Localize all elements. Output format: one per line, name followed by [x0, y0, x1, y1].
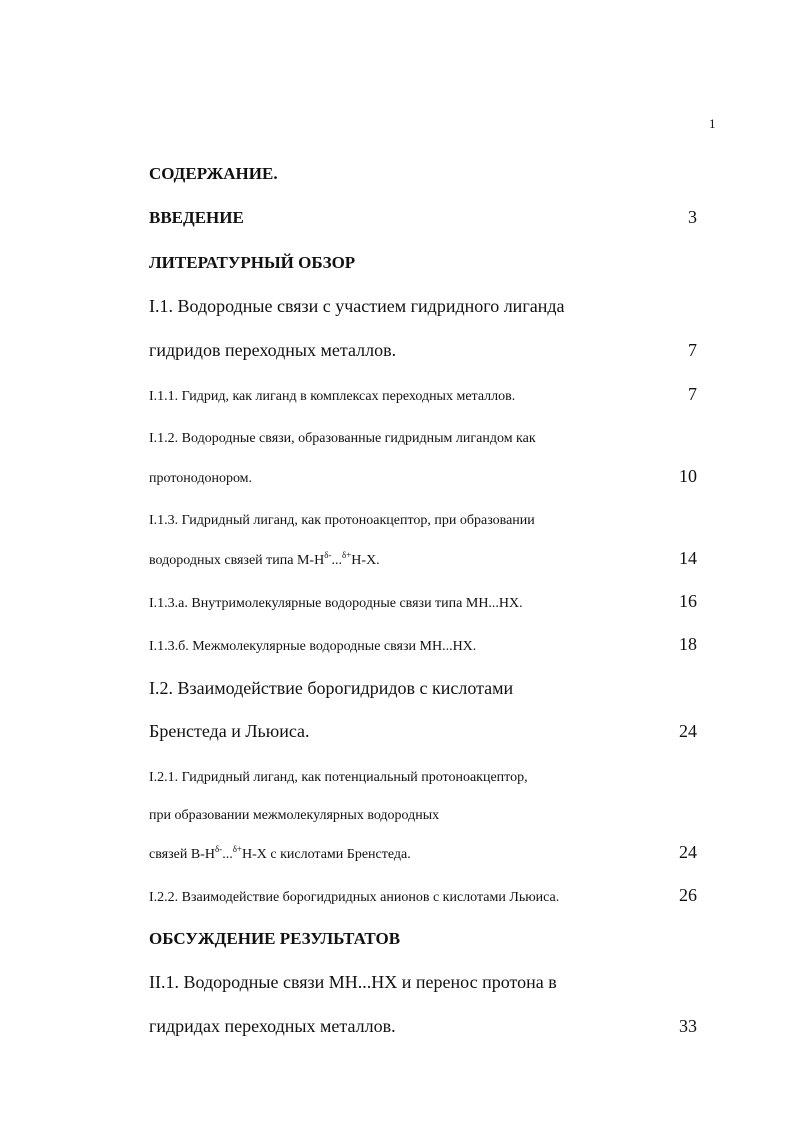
toc-entry-text	[149, 844, 411, 863]
delta-minus: δ-	[214, 844, 223, 854]
toc-entry-1-2-line2	[149, 718, 697, 742]
toc-entry-1-1-3b	[149, 631, 697, 655]
toc-entry-text: I.1.3. Гидридный лиганд, как протоноакцептор, при образовании	[149, 513, 535, 528]
toc-entry-text: I.2.2. Взаимодействие борогидридных анионов с кислотами Льюиса.	[149, 890, 560, 905]
toc-entry-text	[149, 550, 380, 569]
toc-entry-text: I.1. Водородные связи с участием гидридного лиганда	[149, 296, 565, 316]
toc-entry-2-1-line1	[149, 969, 697, 993]
delta-minus: δ-	[324, 550, 332, 560]
toc-entry-1-1-3a	[149, 588, 697, 612]
toc-section-discussion	[149, 925, 697, 949]
toc-entry-text: гидридов переходных металлов.	[149, 340, 397, 360]
toc-entry-text: I.1.1. Гидрид, как лиганд в комплексах переходных металлов.	[149, 389, 516, 404]
toc-entry-text: I.2.1. Гидридный лиганд, как потенциальный протоноакцептор,	[149, 770, 528, 785]
toc-entry-text: I.1.3.б. Межмолекулярные водородные связи MH...HX.	[149, 639, 477, 654]
toc-entry-1-1-2-line1	[149, 423, 697, 447]
toc-entry-text: ВВЕДЕНИЕ	[149, 208, 244, 227]
toc-entry-text: гидридах переходных металлов.	[149, 1016, 396, 1036]
toc-entry-1-1-1	[149, 381, 697, 405]
page-number: 1	[709, 116, 716, 131]
toc-entry-text: протонодонором.	[149, 471, 253, 486]
toc-entry-page: 33	[679, 1016, 697, 1036]
toc-entry-page: 18	[679, 634, 697, 654]
toc-title	[149, 160, 697, 184]
delta-plus: δ+	[232, 844, 243, 854]
toc-entry-2-1-line2	[149, 1013, 697, 1037]
toc-entry-1-2-2	[149, 882, 697, 906]
toc-entry-1-2-1-line2	[149, 800, 697, 824]
formula-part: H-X с кислотами Бренстеда.	[242, 847, 411, 862]
toc-entry-page: 10	[679, 466, 697, 486]
toc-entry-text: Бренстеда и Льюиса.	[149, 721, 310, 741]
toc-entry-page: 14	[679, 548, 697, 568]
toc-entry-1-2-line1	[149, 675, 697, 699]
toc-entry-1-2-1-line1	[149, 762, 697, 786]
toc-section-text: ОБСУЖДЕНИЕ РЕЗУЛЬТАТОВ	[149, 929, 401, 948]
toc-entry-1-1-line1	[149, 293, 697, 317]
toc-entry-1-1-line2	[149, 337, 697, 361]
toc-entry-1-1-3-line2	[149, 545, 697, 569]
toc-entry-1-1-2-line2	[149, 463, 697, 487]
toc-entry-intro	[149, 204, 697, 228]
delta-plus: δ+	[341, 550, 352, 560]
toc-section-text: ЛИТЕРАТУРНЫЙ ОБЗОР	[149, 253, 356, 272]
toc-entry-page: 26	[679, 885, 697, 905]
toc-entry-1-1-3-line1	[149, 505, 697, 529]
toc-title-text: СОДЕРЖАНИЕ.	[149, 164, 278, 183]
formula-part: водородных связей типа M-H	[149, 553, 325, 568]
toc-entry-text: I.1.2. Водородные связи, образованные гидридным лигандом как	[149, 431, 536, 446]
toc-entry-text: I.1.3.а. Внутримолекулярные водородные связи типа MH...HX.	[149, 596, 523, 611]
toc-entry-page: 7	[688, 384, 697, 404]
toc-entry-page: 24	[679, 721, 697, 741]
ellipsis: ...	[222, 847, 233, 862]
ellipsis: ...	[331, 553, 342, 568]
formula-part: H-X.	[351, 553, 380, 568]
toc-entry-page: 7	[688, 340, 697, 360]
toc-entry-page: 24	[679, 842, 697, 862]
toc-entry-text: I.2. Взаимодействие борогидридов с кислотами	[149, 678, 514, 698]
toc-entry-text: при образовании межмолекулярных водородных	[149, 808, 440, 823]
formula-part: связей B-H	[149, 847, 215, 862]
toc-entry-text: II.1. Водородные связи MH...HX и перенос протона в	[149, 972, 557, 992]
toc-entry-page: 16	[679, 591, 697, 611]
toc-section-lit-review	[149, 249, 697, 273]
toc-entry-page: 3	[688, 207, 697, 227]
toc-entry-1-2-1-line3	[149, 839, 697, 863]
